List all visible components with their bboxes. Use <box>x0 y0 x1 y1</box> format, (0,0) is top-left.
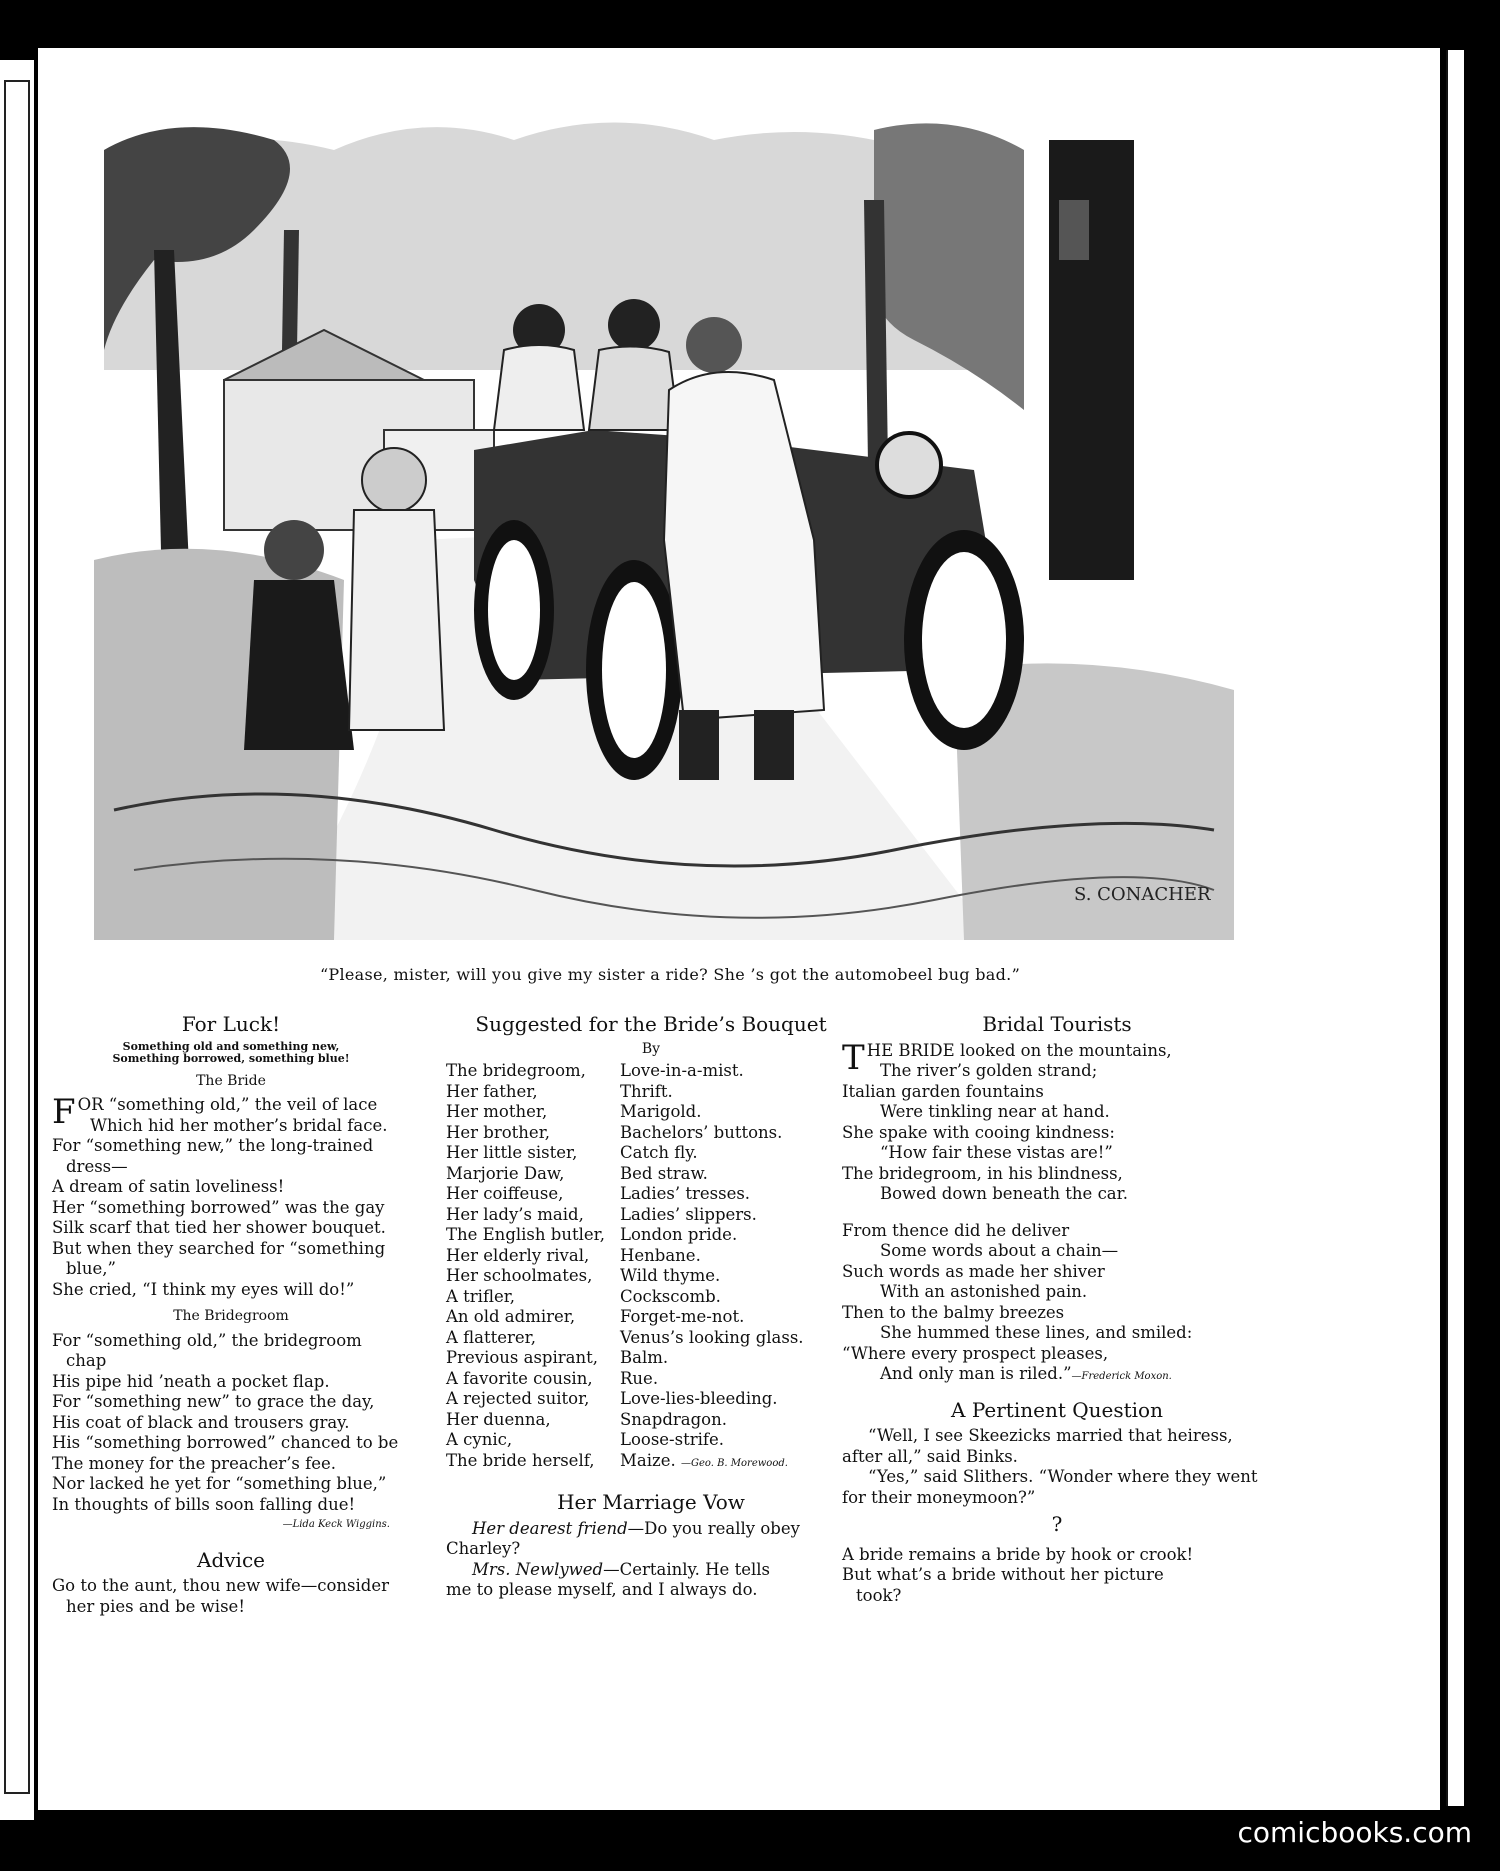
list-item: The bride herself, Maize. —Geo. B. Morewood. <box>446 1450 788 1470</box>
question-mark-title: ? <box>1051 1512 1063 1536</box>
poem-line: Which hid her mother’s bridal face. <box>90 1115 388 1135</box>
poem-line: For “something new” to grace the day, <box>52 1392 375 1411</box>
poem-line: dress— <box>66 1156 128 1176</box>
poem-line: She hummed these lines, and smiled: <box>880 1323 1193 1342</box>
column-left <box>52 1010 410 1617</box>
advice-line: her pies and be wise! <box>66 1596 245 1616</box>
poem-line: Bowed down beneath the car. <box>880 1184 1128 1203</box>
pertinent-paragraph: “Yes,” said Slithers. “Wonder where they went for their moneymoon?” <box>842 1467 1258 1507</box>
vow-speaker: Her dearest friend <box>472 1518 628 1538</box>
poem-line: “Where every prospect pleases, <box>842 1343 1109 1363</box>
list-item: A trifler, Cockscomb. <box>446 1286 721 1306</box>
bridegroom-heading: The Bridegroom <box>173 1308 289 1324</box>
poem-line: For “something old,” the bridegroom <box>52 1330 362 1350</box>
illustration-automobile-scene <box>94 110 1234 940</box>
poem-line: She cried, “I think my eyes will do!” <box>52 1279 355 1299</box>
poem-line: His “something borrowed” chanced to be <box>52 1433 399 1452</box>
poem-line: The bridegroom, in his blindness, <box>842 1163 1123 1183</box>
poem-line: She spake with cooing kindness: <box>842 1122 1115 1142</box>
poem-line: A dream of satin loveliness! <box>52 1177 285 1196</box>
bride-poem <box>52 1092 410 1300</box>
list-item: The English butler, London pride. <box>446 1225 738 1244</box>
poem-line: Some words about a chain— <box>880 1241 1119 1260</box>
poem-line: blue,” <box>66 1259 116 1278</box>
tourists-stanza-1 <box>842 1037 1272 1205</box>
advice-title: Advice <box>197 1547 265 1572</box>
poem-line: From thence did he deliver <box>842 1220 1070 1240</box>
list-item: Her duenna, Snapdragon. <box>446 1409 727 1429</box>
bouquet-list <box>446 1061 856 1474</box>
poem-line: Her “something borrowed” was the gay <box>52 1197 385 1217</box>
poem-line: With an astonished pain. <box>880 1282 1088 1301</box>
list-item: Her elderly rival, Henbane. <box>446 1245 701 1265</box>
list-item: Previous aspirant, Balm. <box>446 1348 669 1367</box>
illustration-caption: “Please, mister, will you give my sister a ride? She ’s got the automobeel bug bad.” <box>319 965 1021 984</box>
poem-line: But when they searched for “something <box>52 1238 386 1258</box>
dropcap-f: F <box>52 1092 76 1132</box>
list-item: Her mother, Marigold. <box>446 1102 702 1121</box>
verse-line: took? <box>856 1585 902 1605</box>
site-watermark: comicbooks.com <box>1237 1816 1472 1849</box>
list-item: Her schoolmates, Wild thyme. <box>446 1266 721 1285</box>
verse-line: A bride remains a bride by hook or crook! <box>842 1544 1194 1564</box>
artist-signature: S. CONACHER <box>1074 884 1211 905</box>
list-item: Her father, Thrift. <box>446 1081 673 1101</box>
bouquet-by: By <box>641 1040 661 1057</box>
poem-line: Were tinkling near at hand. <box>880 1102 1110 1121</box>
list-item: An old admirer, Forget-me-not. <box>446 1307 745 1326</box>
bride-heading: The Bride <box>196 1072 266 1089</box>
vow-dialogue: Her dearest friend—Do you really obey Charley? Mrs. Newlywed—Certainly. He tells me to please myself, and I always do. <box>446 1518 800 1599</box>
poem-line: His pipe hid ’neath a pocket flap. <box>52 1371 330 1391</box>
list-item: Her lady’s maid, Ladies’ slippers. <box>446 1204 757 1224</box>
poem-line: chap <box>66 1351 107 1370</box>
column-middle <box>446 1010 856 1601</box>
poem-line: OR “something old,” the veil of lace <box>77 1095 378 1114</box>
pertinent-title: A Pertinent Question <box>951 1397 1163 1422</box>
for-luck-signature: —Lida Keck Wiggins. <box>282 1519 390 1530</box>
column-right <box>842 1010 1272 1606</box>
poem-line: And only man is riled.” <box>880 1364 1072 1383</box>
poem-line: Italian garden fountains <box>842 1081 1044 1101</box>
poem-line: HE BRIDE looked on the mountains, <box>866 1040 1172 1060</box>
for-luck-title: For Luck! <box>181 1012 281 1036</box>
poem-line: For “something new,” the long-trained <box>52 1136 374 1155</box>
bouquet-signature: —Geo. B. Morewood. <box>680 1457 788 1469</box>
tourists-signature: —Frederick Moxon. <box>1071 1371 1172 1382</box>
verse-line: But what’s a bride without her picture <box>842 1565 1164 1584</box>
dropcap-t: T <box>842 1037 865 1078</box>
list-item: A favorite cousin, Rue. <box>446 1368 659 1388</box>
bridegroom-poem <box>52 1331 410 1516</box>
poem-line: Nor lacked he yet for “something blue,” <box>52 1474 387 1493</box>
list-item: The bridegroom, Love-in-a-mist. <box>446 1061 744 1080</box>
tourists-title: Bridal Tourists <box>982 1012 1132 1036</box>
pertinent-paragraph: “Well, I see Skeezicks married that heiress, after all,” said Binks. <box>842 1426 1233 1466</box>
poem-line: His coat of black and trousers gray. <box>52 1412 350 1432</box>
list-item: A rejected suitor, Love-lies-bleeding. <box>446 1389 778 1408</box>
bouquet-title: Suggested for the Bride’s Bouquet <box>475 1012 827 1036</box>
poem-line: In thoughts of bills soon falling due! <box>52 1494 356 1514</box>
list-item: Marjorie Daw, Bed straw. <box>446 1163 708 1183</box>
list-item: A flatterer, Venus’s looking glass. <box>446 1327 804 1347</box>
tourists-stanza-2 <box>842 1221 1272 1388</box>
poem-line: The money for the preacher’s fee. <box>52 1453 337 1473</box>
previous-page-edge <box>0 60 34 1820</box>
poem-line: “How fair these vistas are!” <box>880 1143 1113 1162</box>
poem-line: Then to the balmy breezes <box>842 1302 1065 1322</box>
list-item: Her coiffeuse, Ladies’ tresses. <box>446 1184 751 1203</box>
list-item: Her brother, Bachelors’ buttons. <box>446 1122 783 1142</box>
page-right-edge <box>1446 50 1464 1806</box>
list-item: A cynic, Loose-strife. <box>446 1430 725 1449</box>
poem-line: Silk scarf that tied her shower bouquet. <box>52 1218 386 1237</box>
list-item: Her little sister, Catch fly. <box>446 1143 698 1162</box>
poem-line: Such words as made her shiver <box>842 1261 1105 1281</box>
vow-speaker: Mrs. Newlywed <box>472 1559 604 1579</box>
for-luck-epigraph: Something old and something new, Something borrowed, something blue! <box>112 1039 350 1065</box>
vow-title: Her Marriage Vow <box>557 1490 745 1514</box>
advice-line: Go to the aunt, thou new wife—consider <box>52 1576 390 1595</box>
poem-line: The river’s golden strand; <box>880 1061 1098 1080</box>
